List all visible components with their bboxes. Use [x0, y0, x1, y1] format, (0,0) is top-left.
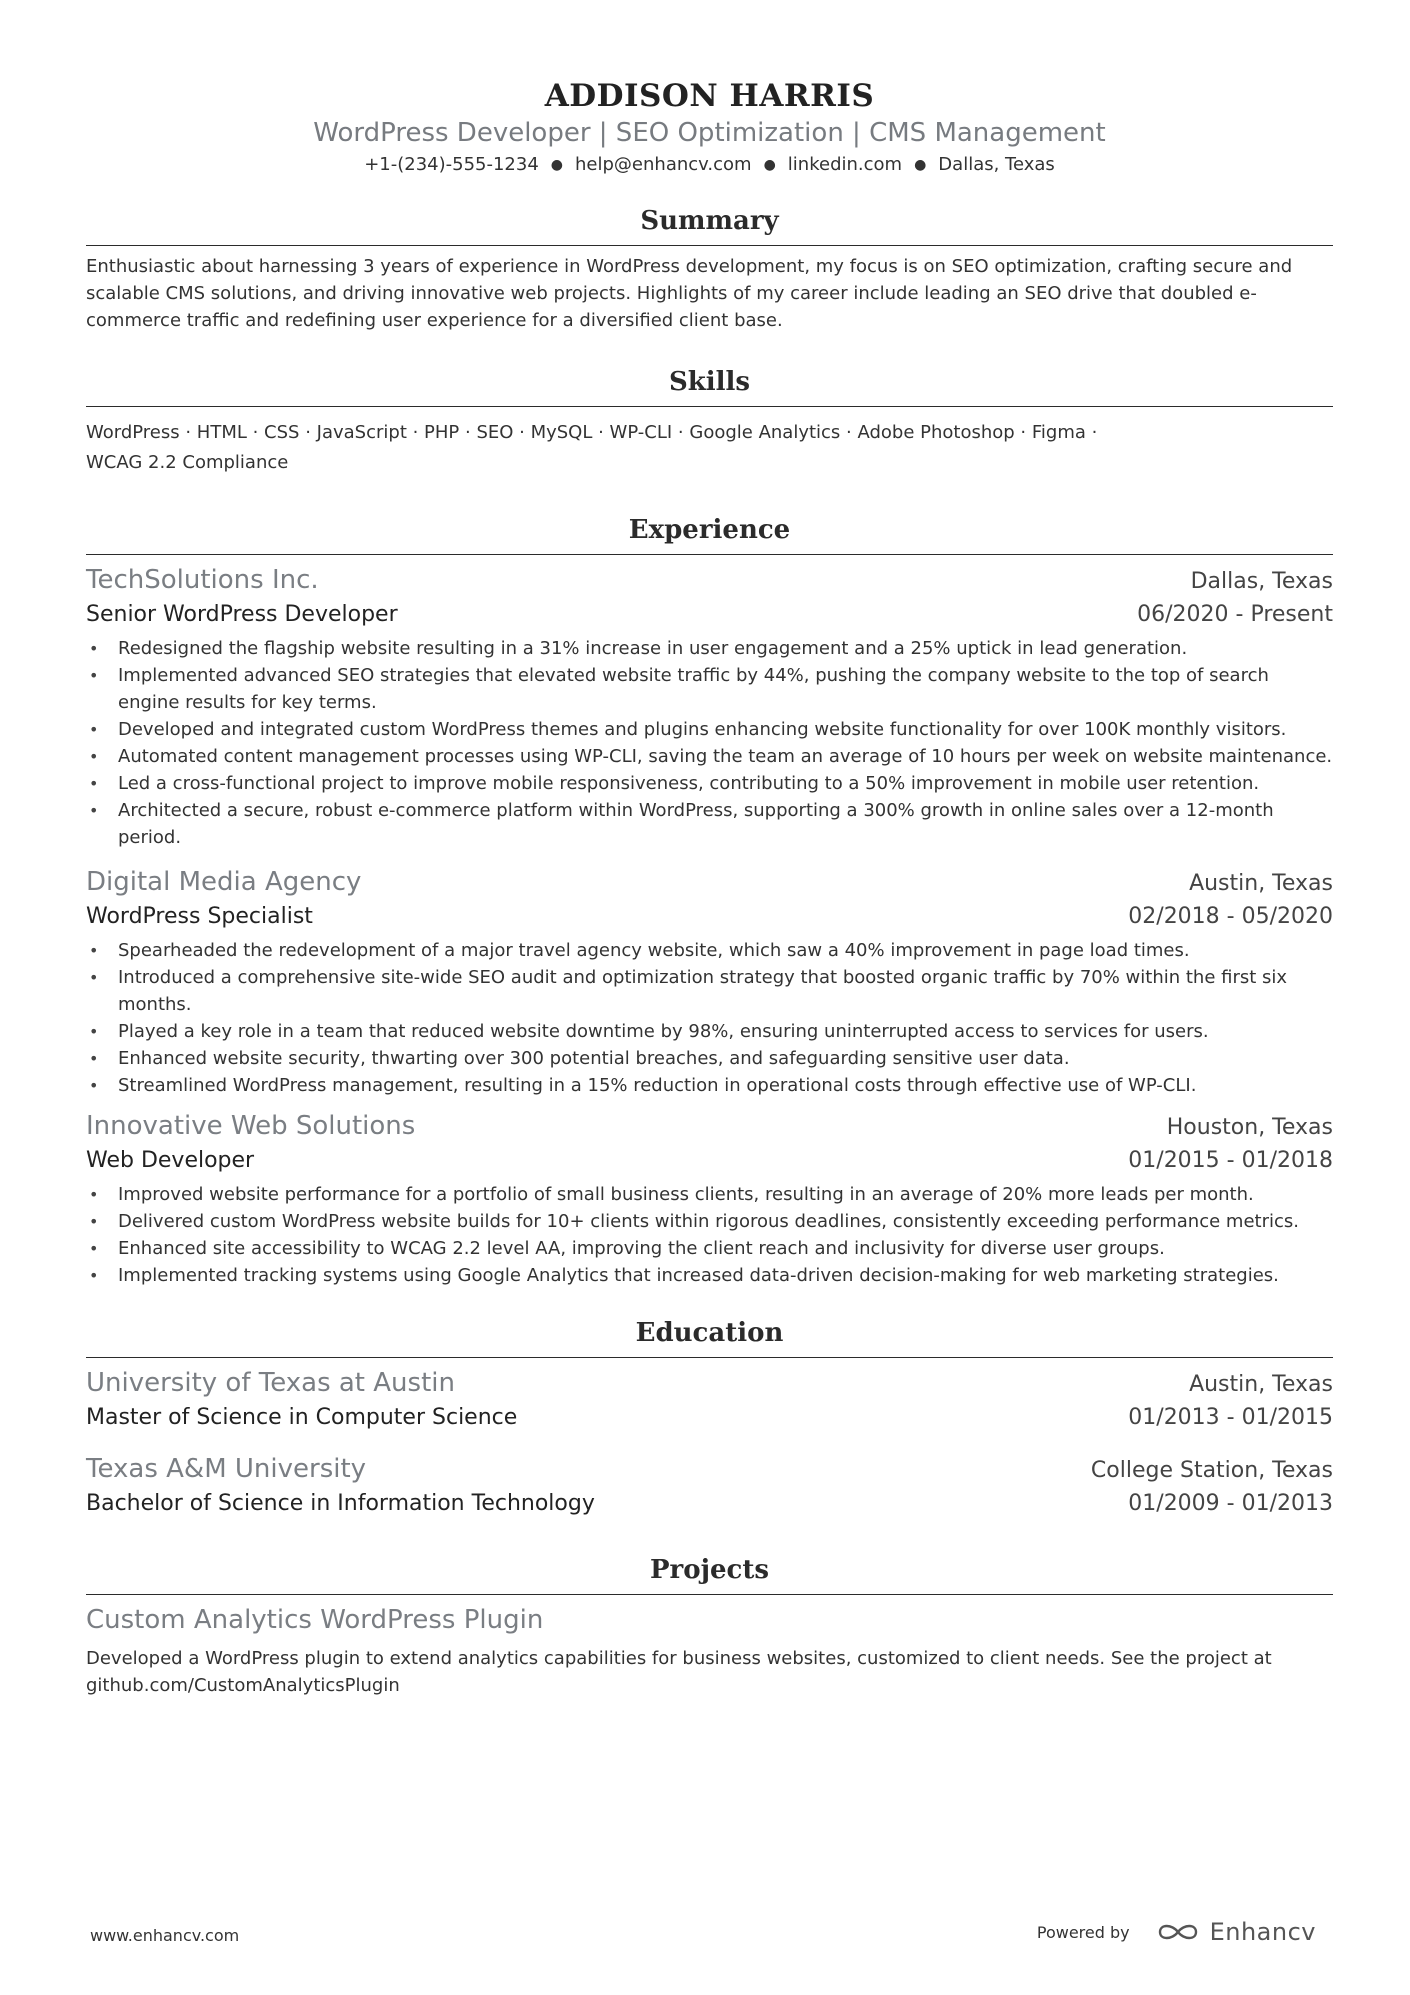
- projects-section: [86, 1552, 1333, 1699]
- resume-header: [86, 0, 1333, 179]
- list-item: • Streamlined WordPress management, resulting in a 15% reduction in operational costs through effective use of WP-CLI.: [86, 1072, 1333, 1099]
- job-title: Web Developer: [86, 1148, 255, 1173]
- education-subheader: [86, 1402, 1333, 1434]
- location: Dallas, Texas: [938, 154, 1055, 175]
- list-item: • Enhanced website security, thwarting over 300 potential breaches, and safeguarding sensitive user data.: [86, 1045, 1333, 1072]
- experience-section: [86, 512, 1333, 1289]
- job-dates: 02/2018 - 05/2020: [1128, 904, 1333, 929]
- list-item: • Automated content management processes using WP-CLI, saving the team an average of 10 hours per week on website maintenance.: [86, 743, 1333, 770]
- list-item: • Redesigned the flagship website resulting in a 31% increase in user engagement and a 25% uptick in lead generation.: [86, 635, 1333, 662]
- list-item: • Developed and integrated custom WordPress themes and plugins enhancing website functionality for over 100K monthly visitors.: [86, 716, 1333, 743]
- list-item: • Spearheaded the redevelopment of a major travel agency website, which saw a 40% improvement in page load times.: [86, 937, 1333, 964]
- list-item: • Implemented tracking systems using Google Analytics that increased data-driven decision-making for web marketing strategies.: [86, 1262, 1333, 1289]
- school-location: College Station, Texas: [1090, 1458, 1333, 1483]
- powered-by-label: Powered by: [1036, 1922, 1130, 1942]
- school-location: Austin, Texas: [1189, 1372, 1333, 1397]
- separator-dot: ●: [914, 157, 927, 173]
- job-dates: 01/2015 - 01/2018: [1128, 1148, 1333, 1173]
- skills-line: WordPress · HTML · CSS · JavaScript · PHP · SEO · MySQL · WP-CLI · Google Analytics · Adobe Photoshop · Figma ·: [86, 422, 1098, 443]
- project-entry: [86, 1603, 1333, 1699]
- job-location: Houston, Texas: [1166, 1115, 1333, 1140]
- separator-dot: ●: [550, 157, 564, 173]
- school-name: Texas A&M University: [86, 1454, 367, 1484]
- list-item: • Architected a secure, robust e-commerce platform within WordPress, supporting a 300% growth in online sales over a 12-month period.: [86, 797, 1333, 851]
- company-name: Digital Media Agency: [86, 867, 362, 897]
- education-header: [86, 1366, 1333, 1402]
- job-entry: [86, 563, 1333, 851]
- project-name: Custom Analytics WordPress Plugin: [86, 1605, 544, 1635]
- list-item: • Improved website performance for a portfolio of small business clients, resulting in an average of 20% more leads per month.: [86, 1181, 1333, 1208]
- project-description: Developed a WordPress plugin to extend analytics capabilities for business websites, customized to client needs. See the project at github.com/CustomAnalyticsPlugin: [86, 1648, 1272, 1696]
- skills-heading: Skills: [86, 364, 1333, 407]
- company-name: TechSolutions Inc.: [86, 565, 319, 595]
- summary-section: [86, 203, 1333, 334]
- list-item: • Delivered custom WordPress website builds for 10+ clients within rigorous deadlines, consistently exceeding performance metrics.: [86, 1208, 1333, 1235]
- education-dates: 01/2013 - 01/2015: [1128, 1405, 1333, 1430]
- job-bullets: [86, 635, 1333, 851]
- footer-url-link[interactable]: www.enhancv.com: [90, 1926, 240, 1945]
- list-item: • Led a cross-functional project to improve mobile responsiveness, contributing to a 50% improvement in mobile user retention.: [86, 770, 1333, 797]
- summary-heading: Summary: [86, 203, 1333, 246]
- education-heading: Education: [86, 1315, 1333, 1358]
- job-header: [86, 865, 1333, 901]
- list-item: • Played a key role in a team that reduced website downtime by 98%, ensuring uninterrupted access to services for users.: [86, 1018, 1333, 1045]
- education-entry: [86, 1452, 1333, 1520]
- list-item: • Enhanced site accessibility to WCAG 2.2 level AA, improving the client reach and inclusivity for diverse user groups.: [86, 1235, 1333, 1262]
- education-dates: 01/2009 - 01/2013: [1128, 1491, 1333, 1516]
- job-title: Senior WordPress Developer: [86, 602, 398, 627]
- contact-info: [86, 152, 1333, 179]
- company-name: Innovative Web Solutions: [86, 1111, 416, 1141]
- phone: +1-(234)-555-1234: [364, 154, 539, 175]
- education-header: [86, 1452, 1333, 1488]
- candidate-name: ADDISON HARRIS: [544, 78, 875, 114]
- education-subheader: [86, 1488, 1333, 1520]
- linkedin-link[interactable]: linkedin.com: [787, 154, 903, 175]
- enhancv-logo-icon: [1156, 1919, 1202, 1945]
- education-entry: [86, 1366, 1333, 1434]
- education-section: [86, 1315, 1333, 1520]
- summary-text: Enthusiastic about harnessing 3 years of experience in WordPress development, my focus is on SEO optimization, crafting secure and scalable CMS solutions, and driving innovative web projects. Highlights of my career include leading an SEO drive that doubled e-commerce traffic and redefining user experience for a diversified client base.: [86, 256, 1293, 331]
- job-title: WordPress Specialist: [86, 904, 313, 929]
- projects-heading: Projects: [86, 1552, 1333, 1595]
- degree: Master of Science in Computer Science: [86, 1405, 518, 1430]
- degree: Bachelor of Science in Information Technology: [86, 1491, 595, 1516]
- list-item: • Implemented advanced SEO strategies that elevated website traffic by 44%, pushing the company website to the top of search engine results for key terms.: [86, 662, 1333, 716]
- job-subheader: [86, 599, 1333, 631]
- job-header: [86, 563, 1333, 599]
- job-subheader: [86, 901, 1333, 933]
- job-location: Dallas, Texas: [1190, 569, 1333, 594]
- skills-section: [86, 364, 1333, 478]
- list-item: • Introduced a comprehensive site-wide SEO audit and optimization strategy that boosted organic traffic by 70% within the first six months.: [86, 964, 1333, 1018]
- job-bullets: [86, 937, 1333, 1099]
- resume-page: [86, 0, 1333, 1699]
- experience-heading: Experience: [86, 512, 1333, 555]
- separator-dot: ●: [763, 157, 776, 173]
- school-name: University of Texas at Austin: [86, 1368, 455, 1398]
- enhancv-brand: Enhancv: [1209, 1918, 1316, 1946]
- skills-line: WCAG 2.2 Compliance: [86, 452, 289, 473]
- job-bullets: [86, 1181, 1333, 1289]
- job-entry: [86, 865, 1333, 1099]
- job-header: [86, 1109, 1333, 1145]
- job-subheader: [86, 1145, 1333, 1177]
- job-location: Austin, Texas: [1189, 871, 1333, 896]
- skills-list: [86, 418, 1333, 478]
- candidate-tagline: WordPress Developer | SEO Optimization | CMS Management: [313, 118, 1106, 148]
- job-dates: 06/2020 - Present: [1137, 602, 1333, 627]
- powered-by: [1037, 1918, 1316, 1946]
- job-entry: [86, 1109, 1333, 1289]
- email-link[interactable]: help@enhancv.com: [575, 154, 752, 175]
- page-footer: [0, 1916, 1410, 1956]
